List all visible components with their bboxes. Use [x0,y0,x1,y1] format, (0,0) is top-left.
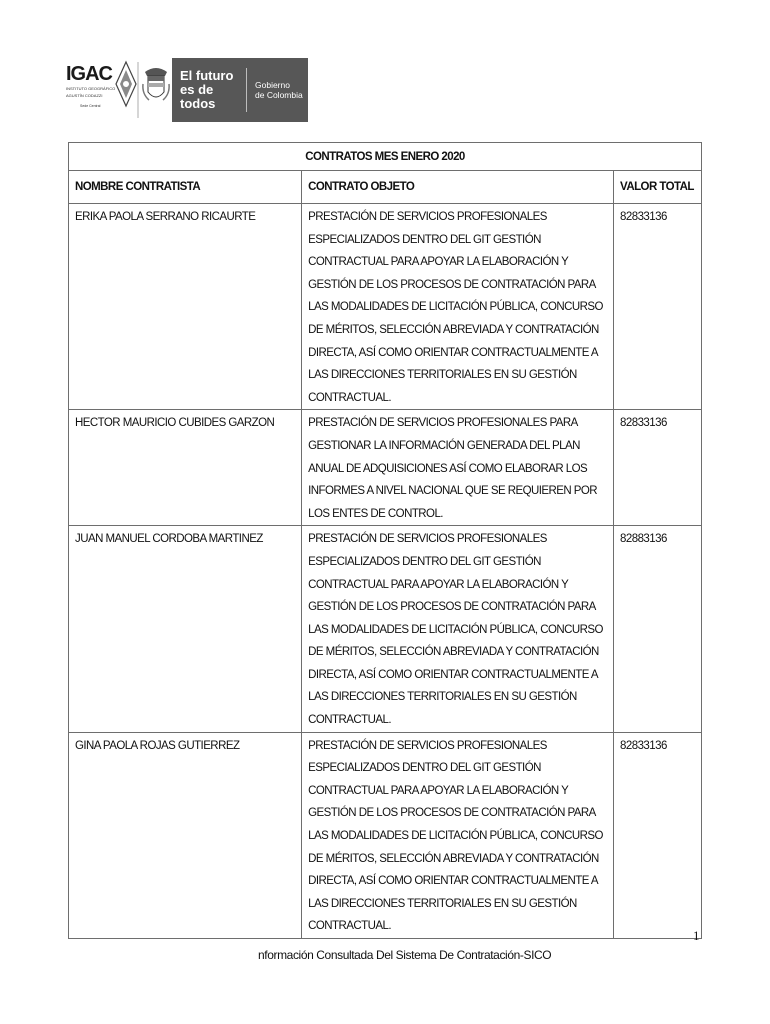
contract-value: 82833136 [614,732,702,938]
igac-sede: Sede Central [80,104,101,108]
contractor-name: JUAN MANUEL CORDOBA MARTINEZ [69,526,302,732]
government-banner [172,58,308,122]
igac-subtitle-2: AGUSTÍN CODAZZI [66,93,103,98]
colombia-coat-of-arms-icon [141,64,171,108]
gov-line-2: de Colombia [255,90,303,100]
table-row [69,732,702,938]
table-row [69,204,702,410]
source-note: nformación Consultada Del Sistema De Contratación-SICO [258,948,552,962]
contract-value: 82833136 [614,204,702,410]
header-value: VALOR TOTAL [614,171,702,204]
header-object: CONTRATO OBJETO [302,171,614,204]
contract-object: PRESTACIÓN DE SERVICIOS PROFESIONALES PARA GESTIONAR LA INFORMACIÓN GENERADA DEL PLAN ANUAL DE ADQUISICIONES ASÍ COMO ELABORAR LOS INFORMES A NIVEL NACIONAL QUE SE REQUIEREN POR LOS ENTES DE CONTROL. [302,410,614,526]
contracts-table [68,142,702,939]
table-row [69,526,702,732]
contract-object: PRESTACIÓN DE SERVICIOS PROFESIONALES ESPECIALIZADOS DENTRO DEL GIT GESTIÓN CONTRACTUAL PARA APOYAR LA ELABORACIÓN Y GESTIÓN DE LOS PROCESOS DE CONTRATACIÓN PARA LAS MODALIDADES DE LICITACIÓN PÚBLICA, CONCURSO DE MÉRITOS, SELECCIÓN ABREVIADA Y CONTRATACIÓN DIRECTA, ASÍ COMO ORIENTAR CONTRACTUALMENTE A LAS DIRECCIONES TERRITORIALES EN SU GESTIÓN CONTRACTUAL. [302,732,614,938]
igac-subtitle-1: INSTITUTO GEOGRÁFICO [66,86,116,91]
table-title: CONTRATOS MES ENERO 2020 [69,143,702,171]
government-name [255,80,303,100]
slogan [172,69,246,111]
gov-line-1: Gobierno [255,80,290,90]
page-number: 1 [693,928,700,943]
emblems [114,58,172,122]
contractor-name: ERIKA PAOLA SERRANO RICAURTE [69,204,302,410]
contractor-name: HECTOR MAURICIO CUBIDES GARZON [69,410,302,526]
header-name: NOMBRE CONTRATISTA [69,171,302,204]
slogan-line-2: es de todos [180,82,216,111]
table-header-row [69,171,702,204]
table-title-row [69,143,702,171]
header-logos [66,58,308,122]
contractor-name: GINA PAOLA ROJAS GUTIERREZ [69,732,302,938]
contract-value: 82833136 [614,410,702,526]
contract-value: 82883136 [614,526,702,732]
slogan-line-1: El futuro [180,68,234,83]
contract-object: PRESTACIÓN DE SERVICIOS PROFESIONALES ESPECIALIZADOS DENTRO DEL GIT GESTIÓN CONTRACTUAL PARA APOYAR LA ELABORACIÓN Y GESTIÓN DE LOS PROCESOS DE CONTRATACIÓN PARA LAS MODALIDADES DE LICITACIÓN PÚBLICA, CONCURSO DE MÉRITOS, SELECCIÓN ABREVIADA Y CONTRATACIÓN DIRECTA, ASÍ COMO ORIENTAR CONTRACTUALMENTE A LAS DIRECCIONES TERRITORIALES EN SU GESTIÓN CONTRACTUAL. [302,526,614,732]
contract-object: PRESTACIÓN DE SERVICIOS PROFESIONALES ESPECIALIZADOS DENTRO DEL GIT GESTIÓN CONTRACTUAL PARA APOYAR LA ELABORACIÓN Y GESTIÓN DE LOS PROCESOS DE CONTRATACIÓN PARA LAS MODALIDADES DE LICITACIÓN PÚBLICA, CONCURSO DE MÉRITOS, SELECCIÓN ABREVIADA Y CONTRATACIÓN DIRECTA, ASÍ COMO ORIENTAR CONTRACTUALMENTE A LAS DIRECCIONES TERRITORIALES EN SU GESTIÓN CONTRACTUAL. [302,204,614,410]
igac-logo [66,58,114,122]
banner-divider [246,68,247,112]
table-row [69,410,702,526]
igac-wordmark: IGAC [66,63,112,85]
